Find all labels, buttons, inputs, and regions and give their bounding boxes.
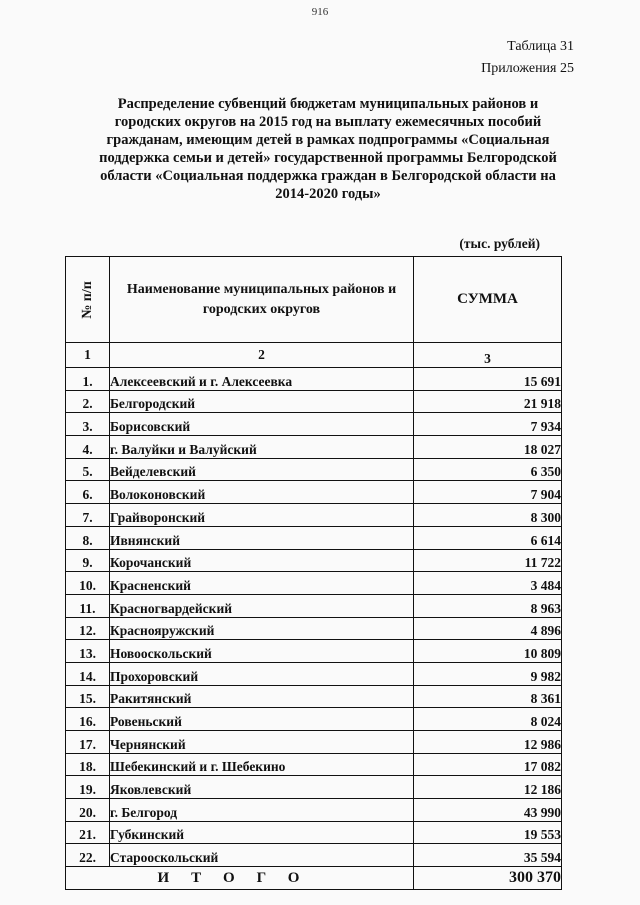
row-sum: 12 186 <box>414 776 562 799</box>
row-sum: 35 594 <box>414 844 562 867</box>
row-number: 4. <box>66 436 110 459</box>
row-sum: 7 904 <box>414 481 562 504</box>
column-header-number <box>66 257 110 343</box>
table-reference <box>481 36 574 80</box>
table-row <box>66 640 562 663</box>
table-row <box>66 776 562 799</box>
header-row <box>66 257 562 343</box>
total-label: ИТОГО <box>66 867 414 890</box>
row-name: Грайворонский <box>110 504 414 527</box>
row-sum: 11 722 <box>414 549 562 572</box>
total-row <box>66 867 562 890</box>
row-number: 1. <box>66 368 110 391</box>
row-number: 9. <box>66 549 110 572</box>
appendix-number: Приложения 25 <box>481 61 574 76</box>
column-header-sum: СУММА <box>414 257 562 343</box>
row-name: Ровеньский <box>110 708 414 731</box>
row-sum: 6 614 <box>414 526 562 549</box>
distribution-table <box>65 256 562 890</box>
row-number: 2. <box>66 390 110 413</box>
row-name: г. Белгород <box>110 799 414 822</box>
table-row <box>66 413 562 436</box>
table-row <box>66 731 562 754</box>
row-name: Борисовский <box>110 413 414 436</box>
row-name: Губкинский <box>110 821 414 844</box>
row-name: Краснояружский <box>110 617 414 640</box>
row-sum: 21 918 <box>414 390 562 413</box>
table-row <box>66 458 562 481</box>
row-name: Алексеевский и г. Алексеевка <box>110 368 414 391</box>
row-name: Яковлевский <box>110 776 414 799</box>
row-number: 10. <box>66 572 110 595</box>
table-row <box>66 481 562 504</box>
row-number: 16. <box>66 708 110 731</box>
row-sum: 3 484 <box>414 572 562 595</box>
table-row <box>66 821 562 844</box>
row-sum: 9 982 <box>414 662 562 685</box>
row-sum: 7 934 <box>414 413 562 436</box>
table-row <box>66 708 562 731</box>
row-name: Новооскольский <box>110 640 414 663</box>
row-sum: 8 024 <box>414 708 562 731</box>
row-sum: 10 809 <box>414 640 562 663</box>
row-name: Ивнянский <box>110 526 414 549</box>
row-sum: 8 963 <box>414 594 562 617</box>
table-row <box>66 617 562 640</box>
row-name: Красногвардейский <box>110 594 414 617</box>
column-header-number-label: № п/п <box>79 280 95 319</box>
table-row <box>66 753 562 776</box>
row-number: 20. <box>66 799 110 822</box>
row-sum: 18 027 <box>414 436 562 459</box>
row-name: Красненский <box>110 572 414 595</box>
page-number: 916 <box>311 6 329 18</box>
units-label: (тыс. рублей) <box>459 236 540 251</box>
row-sum: 19 553 <box>414 821 562 844</box>
row-number: 11. <box>66 594 110 617</box>
table-row <box>66 572 562 595</box>
row-name: г. Валуйки и Валуйский <box>110 436 414 459</box>
table-row <box>66 526 562 549</box>
row-number: 3. <box>66 413 110 436</box>
column-index-2: 2 <box>110 343 414 368</box>
total-sum: 300 370 <box>414 867 562 890</box>
table-row <box>66 504 562 527</box>
row-number: 19. <box>66 776 110 799</box>
table-row <box>66 436 562 459</box>
table-row <box>66 844 562 867</box>
row-name: Ракитянский <box>110 685 414 708</box>
row-sum: 8 300 <box>414 504 562 527</box>
row-name: Старооскольский <box>110 844 414 867</box>
row-number: 21. <box>66 821 110 844</box>
row-number: 17. <box>66 731 110 754</box>
row-name: Чернянский <box>110 731 414 754</box>
column-index-3: 3 <box>414 343 562 368</box>
row-sum: 43 990 <box>414 799 562 822</box>
row-name: Корочанский <box>110 549 414 572</box>
table-row <box>66 549 562 572</box>
table-row <box>66 799 562 822</box>
row-number: 7. <box>66 504 110 527</box>
row-number: 13. <box>66 640 110 663</box>
document-heading: Распределение субвенций бюджетам муниципальных районов и городских округов на 2015 год на выплату ежемесячных пособий гражданам, имеющим детей в рамках подпрограммы «Социальная поддержка семьи и детей» государственной программы Белгородской области «Социальная поддержка граждан в Белгородской области на 2014-2020 годы» <box>99 96 557 202</box>
table-row <box>66 390 562 413</box>
row-sum: 8 361 <box>414 685 562 708</box>
row-number: 15. <box>66 685 110 708</box>
table-row <box>66 685 562 708</box>
row-number: 18. <box>66 753 110 776</box>
column-index-row <box>66 343 562 368</box>
row-name: Волоконовский <box>110 481 414 504</box>
row-sum: 6 350 <box>414 458 562 481</box>
row-sum: 12 986 <box>414 731 562 754</box>
row-number: 8. <box>66 526 110 549</box>
table-row <box>66 594 562 617</box>
table-row <box>66 368 562 391</box>
row-number: 6. <box>66 481 110 504</box>
row-sum: 4 896 <box>414 617 562 640</box>
row-sum: 15 691 <box>414 368 562 391</box>
row-number: 14. <box>66 662 110 685</box>
table-number: Таблица 31 <box>507 39 574 54</box>
row-sum: 17 082 <box>414 753 562 776</box>
column-index-1: 1 <box>66 343 110 368</box>
row-name: Белгородский <box>110 390 414 413</box>
row-name: Прохоровский <box>110 662 414 685</box>
table-row <box>66 662 562 685</box>
column-header-name: Наименование муниципальных районов и городских округов <box>110 257 414 343</box>
row-name: Шебекинский и г. Шебекино <box>110 753 414 776</box>
row-number: 22. <box>66 844 110 867</box>
row-number: 5. <box>66 458 110 481</box>
row-number: 12. <box>66 617 110 640</box>
row-name: Вейделевский <box>110 458 414 481</box>
